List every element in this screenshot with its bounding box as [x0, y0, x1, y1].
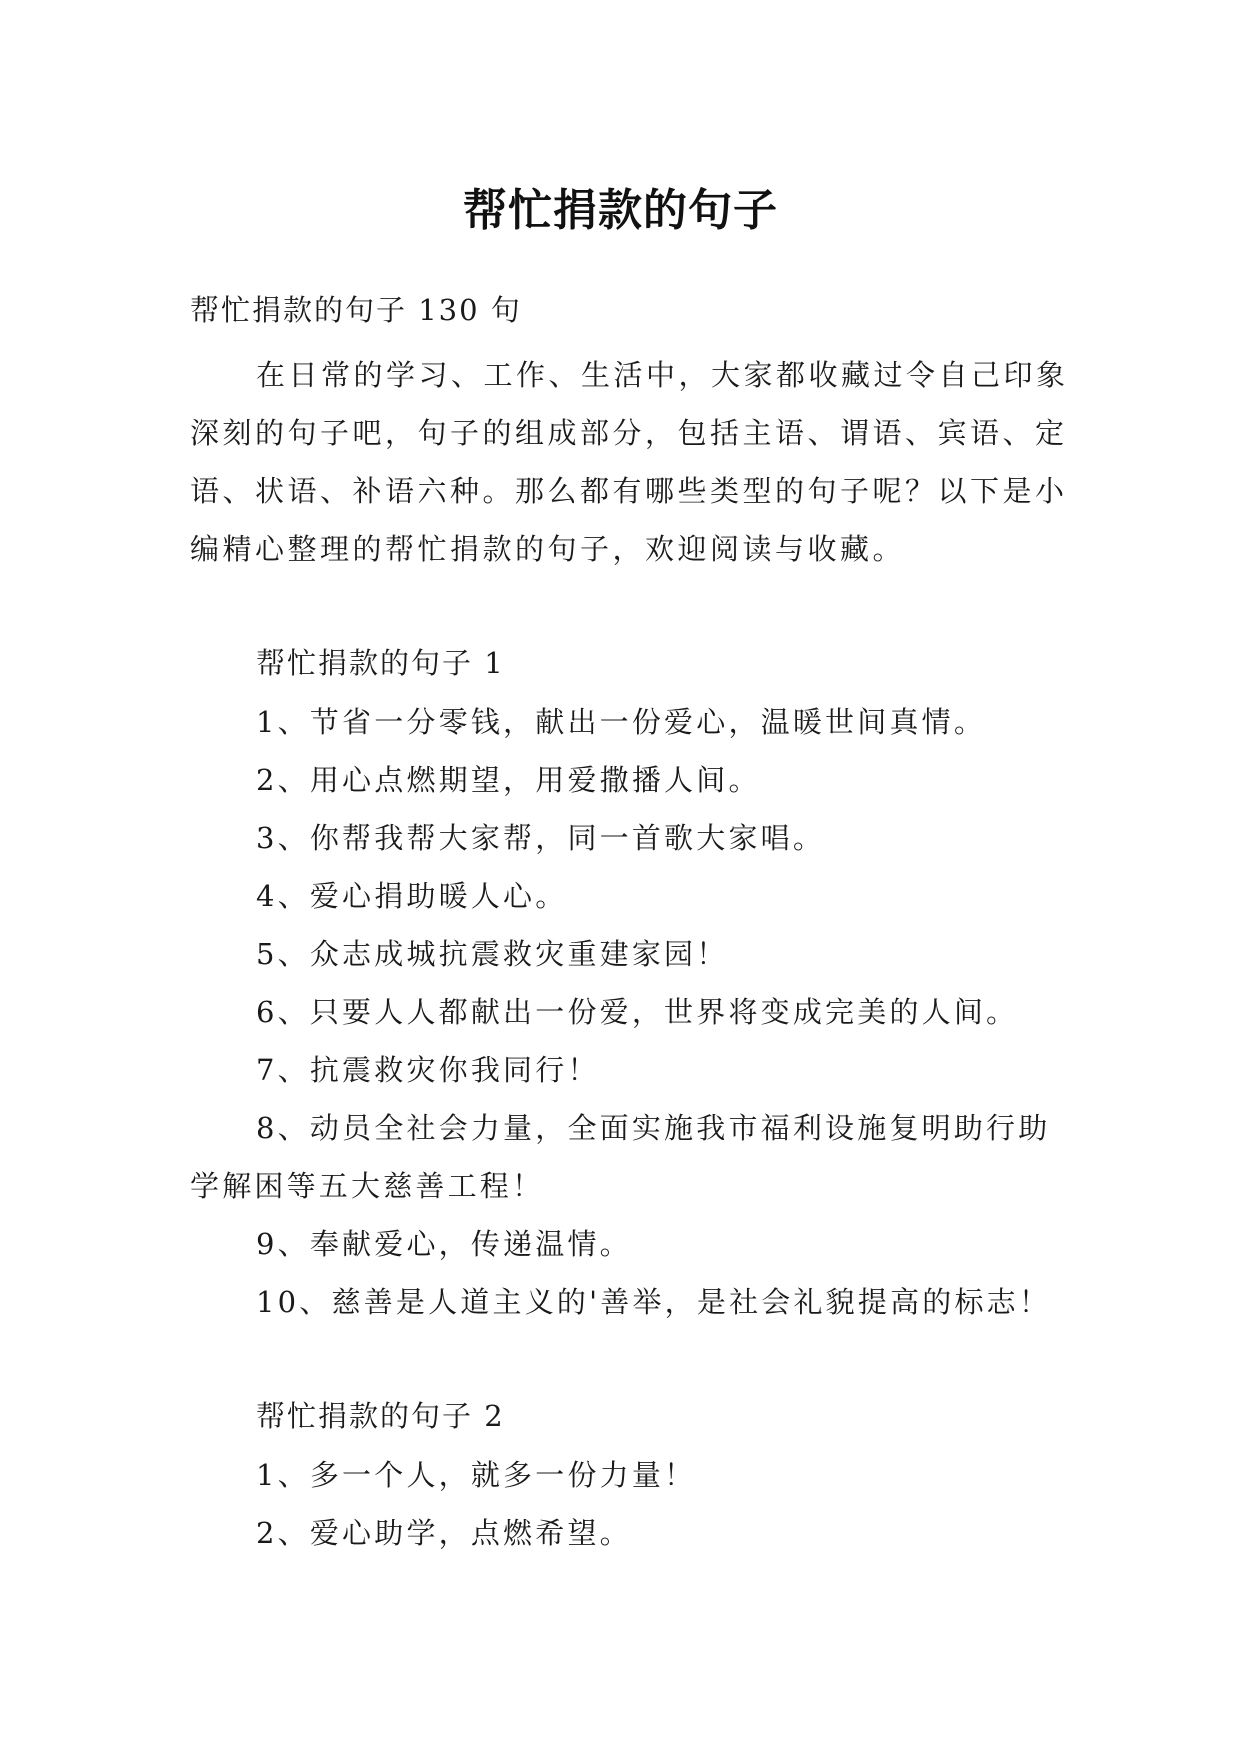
section-1 [190, 643, 1070, 1331]
section-heading: 帮忙捐款的句子 2 [256, 1399, 505, 1433]
list-item: 5、众志成城抗震救灾重建家园！ [256, 937, 729, 971]
section-2 [190, 1396, 1070, 1562]
list-item: 4、爱心捐助暖人心。 [256, 879, 568, 913]
list-item: 1、节省一分零钱，献出一份爱心，温暖世间真情。 [256, 705, 987, 739]
list-item: 7、抗震救灾你我同行！ [256, 1053, 600, 1087]
list-item: 6、只要人人都献出一份爱，世界将变成完美的人间。 [256, 995, 1019, 1029]
intro-paragraph: 在日常的学习、工作、生活中，大家都收藏过令自己印象深刻的句子吧，句子的组成部分，包括主语、谓语、宾语、定语、状语、补语六种。那么都有哪些类型的句子呢？以下是小编精心整理的帮忙捐款的句子，欢迎阅读与收藏。 [190, 358, 1069, 566]
document-subtitle: 帮忙捐款的句子 130 句 [190, 293, 522, 327]
list-item: 2、爱心助学，点燃希望。 [256, 1516, 632, 1550]
list-item: 2、用心点燃期望，用爱撒播人间。 [256, 763, 761, 797]
list-item: 9、奉献爱心，传递温情。 [256, 1227, 632, 1261]
list-item: 3、你帮我帮大家帮，同一首歌大家唱。 [256, 821, 826, 855]
list-item: 1、多一个人，就多一份力量！ [256, 1458, 697, 1492]
list-item: 8、动员全社会力量，全面实施我市福利设施复明助行助学解困等五大慈善工程！ [190, 1111, 1051, 1203]
list-item: 10、慈善是人道主义的'善举，是社会礼貌提高的标志！ [256, 1285, 1052, 1319]
document-title: 帮忙捐款的句子 [463, 185, 778, 237]
section-heading: 帮忙捐款的句子 1 [256, 646, 505, 680]
